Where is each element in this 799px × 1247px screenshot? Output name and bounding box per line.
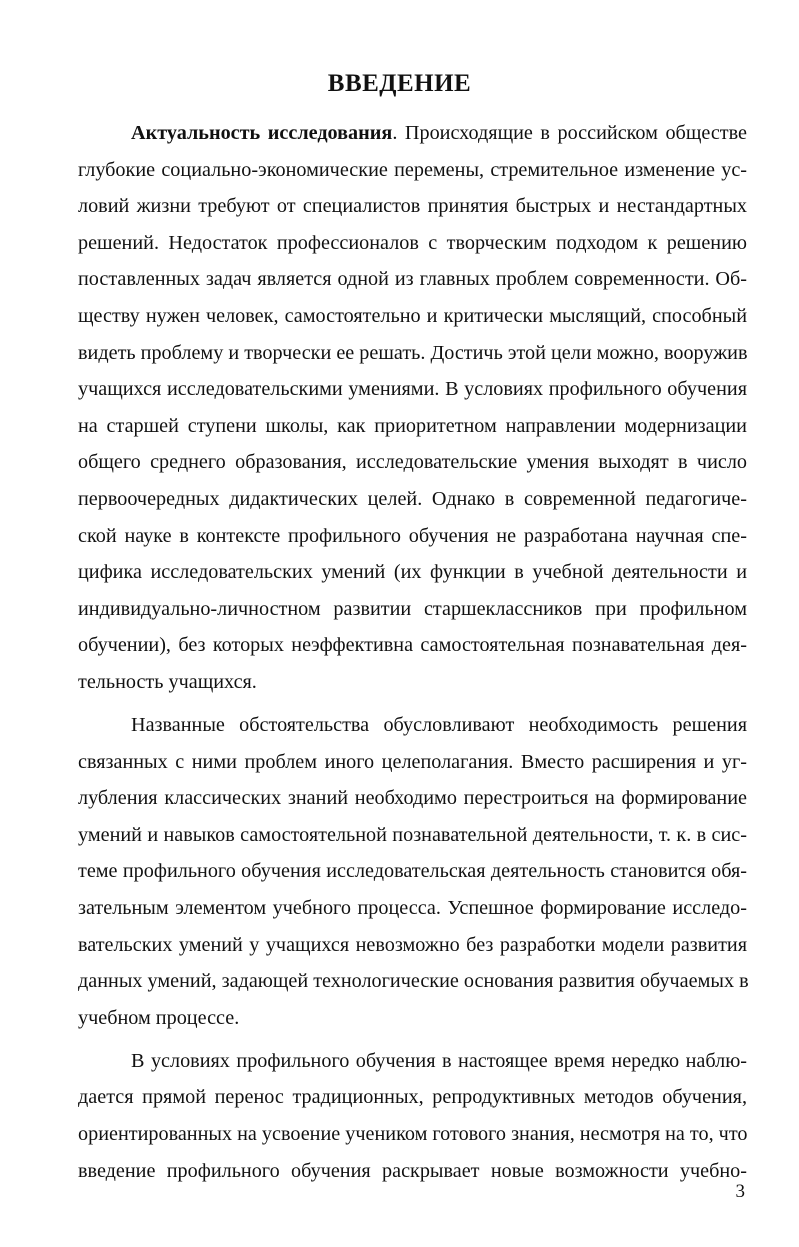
text-line: связанных с ними проблем иного целеполагания. Вместо расширения и уг- — [78, 750, 747, 773]
text-line: Названные обстоятельства обусловливают необходимость решения — [131, 714, 747, 736]
paragraph-lead-heading: Актуальность исследования — [131, 122, 393, 144]
text-line: тельность учащихся. — [78, 670, 257, 693]
text-line: общего среднего образования, исследовательские умения выходят в число — [78, 451, 747, 474]
text-line: лубления классических знаний необходимо перестроиться на формирование — [78, 787, 747, 810]
text-line-content: . Происходящие в российском обществе — [392, 122, 747, 144]
body-text — [78, 115, 747, 1189]
text-line: решений. Недостаток профессионалов с творческим подходом к решению — [78, 231, 747, 254]
text-line: ществу нужен человек, самостоятельно и критически мыслящий, способный — [78, 304, 747, 327]
text-line: глубокие социально-экономические перемены, стремительное изменение ус- — [78, 158, 747, 181]
text-line: ориентированных на усвоение учеником готового знания, несмотря на то, что — [78, 1123, 748, 1146]
text-line: первоочередных дидактических целей. Однако в современной педагогиче- — [78, 487, 747, 510]
text-line: теме профильного обучения исследовательская деятельность становится обя- — [78, 860, 747, 883]
text-line — [78, 115, 747, 152]
text-line: умений и навыков самостоятельной познавательной деятельности, т. к. в сис- — [78, 823, 747, 846]
page-title: ВВЕДЕНИЕ — [327, 70, 472, 97]
text-line: введение профильного обучения раскрывает новые возможности учебно- — [78, 1159, 747, 1182]
paragraph-relevance — [78, 115, 747, 701]
text-line: В условиях профильного обучения в настоящее время нередко наблю- — [131, 1049, 747, 1072]
text-line: обучении), без которых неэффективна самостоятельная познавательная дея- — [78, 634, 747, 657]
text-line: вательских умений у учащихся невозможно без разработки модели развития — [78, 933, 747, 956]
paragraph-conditions — [78, 1043, 747, 1189]
text-line: поставленных задач является одной из главных проблем современности. Об- — [78, 268, 747, 291]
text-line: на старшей ступени школы, как приоритетном направлении модернизации — [78, 414, 747, 437]
text-line: данных умений, задающей технологические основания развития обучаемых в — [78, 970, 749, 993]
paragraph-circumstances — [78, 707, 747, 1036]
text-line: дается прямой перенос традиционных, репродуктивных методов обучения, — [78, 1086, 747, 1109]
text-line: ловий жизни требуют от специалистов принятия быстрых и нестандартных — [78, 195, 747, 218]
text-line: ской науке в контексте профильного обучения не разработана научная спе- — [78, 524, 747, 547]
text-line: цифика исследовательских умений (их функции в учебной деятельности и — [78, 561, 747, 584]
text-line: учащихся исследовательскими умениями. В условиях профильного обучения — [78, 378, 747, 401]
text-line: зательным элементом учебного процесса. Успешное формирование исследо- — [78, 896, 747, 919]
text-line: учебном процессе. — [78, 1006, 240, 1029]
text-line: видеть проблему и творчески ее решать. Достичь этой цели можно, вооружив — [78, 341, 748, 364]
text-line: индивидуально-личностном развитии старшеклассников при профильном — [78, 597, 747, 620]
page-number: 3 — [735, 1181, 745, 1202]
